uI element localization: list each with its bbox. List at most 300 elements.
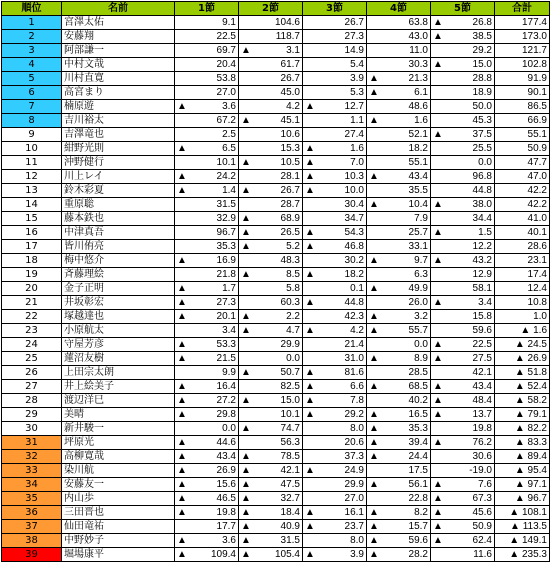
- score-value: 10.0: [344, 185, 364, 196]
- player-name-cell: 内山歩: [62, 492, 175, 506]
- player-name-cell: 仙田竜祐: [62, 520, 175, 534]
- player-name-cell: 塚越達也: [62, 310, 175, 324]
- score-value: 17.5: [408, 465, 428, 476]
- score-value: 15.8: [472, 311, 492, 322]
- session-4-score-cell: [367, 534, 431, 548]
- rank-cell: 30: [2, 422, 62, 436]
- player-name-cell: 宮澤太佑: [62, 16, 175, 30]
- negative-marker: ▲: [433, 395, 443, 406]
- session-4-score-cell: [367, 478, 431, 492]
- score-value: 3.1: [286, 45, 300, 56]
- table-row: [2, 212, 550, 226]
- score-value: 28.1: [280, 171, 300, 182]
- negative-marker: ▲: [177, 507, 187, 518]
- session-2-score-cell: [239, 478, 303, 492]
- score-value: 0.0: [478, 157, 492, 168]
- session-2-score-cell: [239, 114, 303, 128]
- score-value: 18.2: [408, 143, 428, 154]
- negative-marker: ▲: [433, 199, 443, 210]
- total-cell: 42.2: [495, 198, 550, 212]
- session-5-score-cell: [431, 170, 495, 184]
- score-value: 44.8: [344, 297, 364, 308]
- score-value: 8.9: [414, 353, 428, 364]
- session-5-score-cell: [431, 450, 495, 464]
- total-cell: 17.4: [495, 268, 550, 282]
- rank-cell: 35: [2, 492, 62, 506]
- session-2-score-cell: [239, 58, 303, 72]
- score-value: 45.6: [472, 507, 492, 518]
- table-row: [2, 450, 550, 464]
- score-value: 29.8: [216, 409, 236, 420]
- score-value: 60.3: [280, 297, 300, 308]
- score-value: 21.3: [408, 73, 428, 84]
- rank-cell: 19: [2, 268, 62, 282]
- negative-marker: ▲: [177, 479, 187, 490]
- session-5-score-cell: [431, 58, 495, 72]
- rank-cell: 13: [2, 184, 62, 198]
- session-1-score-cell: [175, 100, 239, 114]
- score-value: 29.9: [344, 479, 364, 490]
- negative-marker: ▲: [433, 297, 443, 308]
- session-3-score-cell: [303, 212, 367, 226]
- session-2-score-cell: [239, 16, 303, 30]
- session-1-score-cell: [175, 366, 239, 380]
- negative-marker: ▲: [433, 535, 443, 546]
- session-1-score-cell: [175, 394, 239, 408]
- score-value: 16.5: [408, 409, 428, 420]
- score-value: 42.1: [280, 465, 300, 476]
- session-1-score-cell: [175, 492, 239, 506]
- negative-marker: ▲: [177, 437, 187, 448]
- score-value: 10.4: [408, 199, 428, 210]
- score-value: 1.7: [222, 283, 236, 294]
- table-row: [2, 352, 550, 366]
- score-value: 22.5: [472, 339, 492, 350]
- session-5-score-cell: [431, 520, 495, 534]
- rank-cell: 27: [2, 380, 62, 394]
- player-name-cell: 楠原遊: [62, 100, 175, 114]
- rank-cell: 4: [2, 58, 62, 72]
- score-value: 10.5: [280, 157, 300, 168]
- session-4-score-cell: [367, 380, 431, 394]
- score-value: 50.0: [472, 101, 492, 112]
- rank-cell: 33: [2, 464, 62, 478]
- session-3-score-cell: [303, 240, 367, 254]
- session-5-score-cell: [431, 408, 495, 422]
- session-5-score-cell: [431, 492, 495, 506]
- player-name-cell: 金子正明: [62, 282, 175, 296]
- score-value: 55.7: [408, 325, 428, 336]
- session-5-score-cell: [431, 366, 495, 380]
- session-1-score-cell: [175, 520, 239, 534]
- score-value: 28.8: [472, 73, 492, 84]
- total-cell: 23.1: [495, 254, 550, 268]
- session-2-score-cell: [239, 422, 303, 436]
- session-4-score-cell: [367, 338, 431, 352]
- score-value: 20.6: [344, 437, 364, 448]
- total-cell: ▲ 79.1: [495, 408, 550, 422]
- score-value: 24.9: [344, 465, 364, 476]
- negative-marker: ▲: [433, 17, 443, 28]
- session-1-score-cell: [175, 338, 239, 352]
- score-value: 50.7: [280, 367, 300, 378]
- total-cell: ▲ 89.4: [495, 450, 550, 464]
- session-1-score-cell: [175, 240, 239, 254]
- session-4-score-cell: [367, 408, 431, 422]
- session-1-score-cell: [175, 226, 239, 240]
- score-value: 15.0: [472, 59, 492, 70]
- negative-marker: ▲: [177, 185, 187, 196]
- score-value: 54.3: [344, 227, 364, 238]
- session-2-score-cell: [239, 352, 303, 366]
- total-cell: 91.9: [495, 72, 550, 86]
- rank-cell: 22: [2, 310, 62, 324]
- rank-cell: 6: [2, 86, 62, 100]
- score-value: 29.2: [472, 45, 492, 56]
- negative-marker: ▲: [241, 45, 251, 56]
- total-cell: ▲ 82.2: [495, 422, 550, 436]
- negative-marker: ▲: [241, 269, 251, 280]
- score-value: 22.5: [216, 31, 236, 42]
- negative-marker: ▲: [241, 507, 251, 518]
- negative-marker: ▲: [177, 465, 187, 476]
- negative-marker: ▲: [305, 171, 315, 182]
- score-value: 3.6: [222, 535, 236, 546]
- negative-marker: ▲: [241, 479, 251, 490]
- rank-cell: 29: [2, 408, 62, 422]
- session-4-score-cell: [367, 506, 431, 520]
- score-value: 82.5: [280, 381, 300, 392]
- player-name-cell: 中村文哉: [62, 58, 175, 72]
- negative-marker: ▲: [369, 521, 379, 532]
- session-2-score-cell: [239, 184, 303, 198]
- player-name-cell: 蓮沼友樹: [62, 352, 175, 366]
- score-value: 43.4: [472, 381, 492, 392]
- player-name-cell: 渡辺洋巳: [62, 394, 175, 408]
- negative-marker: ▲: [369, 325, 379, 336]
- rank-cell: 8: [2, 114, 62, 128]
- player-name-cell: 川上レイ: [62, 170, 175, 184]
- session-4-score-cell: [367, 282, 431, 296]
- negative-marker: ▲: [241, 423, 251, 434]
- rank-cell: 28: [2, 394, 62, 408]
- session-1-score-cell: [175, 198, 239, 212]
- session-5-score-cell: [431, 226, 495, 240]
- session-2-score-cell: [239, 198, 303, 212]
- session-5-score-cell: [431, 478, 495, 492]
- negative-marker: ▲: [433, 521, 443, 532]
- rank-cell: 18: [2, 254, 62, 268]
- session-3-score-cell: [303, 492, 367, 506]
- table-body: [2, 16, 550, 562]
- negative-marker: ▲: [369, 507, 379, 518]
- score-value: 26.0: [408, 297, 428, 308]
- table-row: [2, 282, 550, 296]
- session-4-score-cell: [367, 310, 431, 324]
- rank-cell: 32: [2, 450, 62, 464]
- session-5-score-cell: [431, 184, 495, 198]
- session-3-score-cell: [303, 464, 367, 478]
- session-2-score-cell: [239, 72, 303, 86]
- session-1-score-cell: [175, 170, 239, 184]
- rank-cell: 3: [2, 44, 62, 58]
- negative-marker: ▲: [241, 325, 251, 336]
- session-3-score-cell: [303, 310, 367, 324]
- score-value: 28.2: [408, 549, 428, 560]
- negative-marker: ▲: [305, 521, 315, 532]
- score-value: 3.6: [222, 101, 236, 112]
- score-value: 12.7: [344, 101, 364, 112]
- rank-cell: 10: [2, 142, 62, 156]
- session-4-score-cell: [367, 254, 431, 268]
- score-value: 44.6: [216, 437, 236, 448]
- score-value: 50.9: [472, 521, 492, 532]
- negative-marker: ▲: [305, 549, 315, 560]
- session-2-score-cell: [239, 142, 303, 156]
- negative-marker: ▲: [305, 297, 315, 308]
- session-5-score-cell: [431, 534, 495, 548]
- negative-marker: ▲: [241, 493, 251, 504]
- score-value: 27.3: [344, 31, 364, 42]
- table-row: [2, 464, 550, 478]
- session-4-score-cell: [367, 58, 431, 72]
- score-value: 4.7: [286, 325, 300, 336]
- session-1-score-cell: [175, 324, 239, 338]
- negative-marker: ▲: [369, 87, 379, 98]
- negative-marker: ▲: [433, 507, 443, 518]
- total-cell: ▲ 97.1: [495, 478, 550, 492]
- session-1-score-cell: [175, 142, 239, 156]
- session-2-score-cell: [239, 100, 303, 114]
- session-5-score-cell: [431, 100, 495, 114]
- session-3-score-cell: [303, 156, 367, 170]
- rank-cell: 9: [2, 128, 62, 142]
- score-value: -19.0: [469, 465, 492, 476]
- session-1-score-cell: [175, 380, 239, 394]
- table-row: [2, 478, 550, 492]
- negative-marker: ▲: [241, 311, 251, 322]
- session-3-score-cell: [303, 58, 367, 72]
- total-cell: 12.4: [495, 282, 550, 296]
- session-4-score-cell: [367, 44, 431, 58]
- negative-marker: ▲: [369, 451, 379, 462]
- total-cell: ▲ 108.1: [495, 506, 550, 520]
- score-value: 26.7: [280, 73, 300, 84]
- score-value: 3.9: [350, 549, 364, 560]
- player-name-cell: 川村直寛: [62, 72, 175, 86]
- score-value: 96.8: [472, 171, 492, 182]
- negative-marker: ▲: [241, 115, 251, 126]
- score-value: 45.3: [472, 115, 492, 126]
- score-value: 0.1: [350, 283, 364, 294]
- score-value: 35.3: [216, 241, 236, 252]
- total-cell: 42.2: [495, 184, 550, 198]
- score-value: 5.8: [286, 283, 300, 294]
- session-3-score-cell: [303, 142, 367, 156]
- session-3-score-cell: [303, 128, 367, 142]
- score-value: 4.2: [286, 101, 300, 112]
- session-3-score-cell: [303, 254, 367, 268]
- rank-cell: 36: [2, 506, 62, 520]
- player-name-cell: 皆川侑亮: [62, 240, 175, 254]
- negative-marker: ▲: [369, 549, 379, 560]
- score-value: 63.8: [408, 17, 428, 28]
- session-2-score-cell: [239, 240, 303, 254]
- session-2-score-cell: [239, 86, 303, 100]
- session-1-score-cell: [175, 254, 239, 268]
- session-5-score-cell: [431, 72, 495, 86]
- score-value: 78.5: [280, 451, 300, 462]
- player-name-cell: 染川航: [62, 464, 175, 478]
- negative-marker: ▲: [305, 101, 315, 112]
- session-1-score-cell: [175, 16, 239, 30]
- score-value: 27.5: [472, 353, 492, 364]
- negative-marker: ▲: [305, 367, 315, 378]
- session-5-score-cell: [431, 464, 495, 478]
- negative-marker: ▲: [177, 101, 187, 112]
- score-value: 7.6: [478, 479, 492, 490]
- score-value: 29.2: [344, 409, 364, 420]
- session-2-score-cell: [239, 520, 303, 534]
- total-cell: 102.8: [495, 58, 550, 72]
- score-value: 1.5: [478, 227, 492, 238]
- player-name-cell: 坪原光: [62, 436, 175, 450]
- table-row: [2, 506, 550, 520]
- rank-cell: 5: [2, 72, 62, 86]
- negative-marker: ▲: [177, 535, 187, 546]
- player-name-cell: 安藤友一: [62, 478, 175, 492]
- player-name-cell: 重原聡: [62, 198, 175, 212]
- rank-cell: 1: [2, 16, 62, 30]
- session-5-score-cell: [431, 114, 495, 128]
- session-2-score-cell: [239, 394, 303, 408]
- player-name-cell: 高宮まり: [62, 86, 175, 100]
- score-value: 81.6: [344, 367, 364, 378]
- session-5-score-cell: [431, 324, 495, 338]
- negative-marker: ▲: [305, 381, 315, 392]
- score-value: 45.0: [280, 87, 300, 98]
- score-value: 39.4: [408, 437, 428, 448]
- session-2-score-cell: [239, 492, 303, 506]
- header-session-2: 2節: [239, 2, 303, 16]
- score-value: 6.6: [350, 381, 364, 392]
- negative-marker: ▲: [177, 283, 187, 294]
- session-1-score-cell: [175, 156, 239, 170]
- negative-marker: ▲: [241, 395, 251, 406]
- session-2-score-cell: [239, 338, 303, 352]
- table-row: [2, 338, 550, 352]
- standings-table: [1, 1, 550, 562]
- score-value: 61.7: [280, 59, 300, 70]
- player-name-cell: 井上絵美子: [62, 380, 175, 394]
- session-3-score-cell: [303, 506, 367, 520]
- negative-marker: ▲: [305, 465, 315, 476]
- player-name-cell: 高柳寛哉: [62, 450, 175, 464]
- session-2-score-cell: [239, 366, 303, 380]
- score-value: 16.4: [216, 381, 236, 392]
- player-name-cell: 梅中悠介: [62, 254, 175, 268]
- player-name-cell: 吉澤竜也: [62, 128, 175, 142]
- session-4-score-cell: [367, 128, 431, 142]
- rank-cell: 23: [2, 324, 62, 338]
- score-value: 12.9: [472, 269, 492, 280]
- table-row: [2, 408, 550, 422]
- score-value: 45.1: [280, 115, 300, 126]
- session-5-score-cell: [431, 44, 495, 58]
- total-cell: 177.4: [495, 16, 550, 30]
- session-2-score-cell: [239, 534, 303, 548]
- score-value: 6.3: [414, 269, 428, 280]
- score-value: 30.4: [344, 199, 364, 210]
- score-value: 0.0: [286, 353, 300, 364]
- score-value: 7.0: [350, 157, 364, 168]
- session-2-score-cell: [239, 254, 303, 268]
- session-4-score-cell: [367, 100, 431, 114]
- score-value: 69.7: [216, 45, 236, 56]
- negative-marker: ▲: [305, 507, 315, 518]
- score-value: 31.0: [344, 353, 364, 364]
- total-cell: 86.5: [495, 100, 550, 114]
- negative-marker: ▲: [369, 171, 379, 182]
- session-4-score-cell: [367, 30, 431, 44]
- table-row: [2, 58, 550, 72]
- session-1-score-cell: [175, 58, 239, 72]
- score-value: 118.7: [275, 31, 300, 42]
- negative-marker: ▲: [433, 31, 443, 42]
- score-value: 5.2: [286, 241, 300, 252]
- session-1-score-cell: [175, 436, 239, 450]
- session-3-score-cell: [303, 44, 367, 58]
- negative-marker: ▲: [177, 549, 187, 560]
- session-3-score-cell: [303, 380, 367, 394]
- score-value: 55.1: [408, 157, 428, 168]
- session-3-score-cell: [303, 100, 367, 114]
- score-value: 27.0: [216, 87, 236, 98]
- negative-marker: ▲: [433, 381, 443, 392]
- score-value: 30.2: [344, 255, 364, 266]
- session-2-score-cell: [239, 268, 303, 282]
- score-value: 9.7: [414, 255, 428, 266]
- total-cell: 47.0: [495, 170, 550, 184]
- score-value: 109.4: [210, 549, 236, 560]
- player-name-cell: 吉川裕太: [62, 114, 175, 128]
- session-3-score-cell: [303, 170, 367, 184]
- score-value: 52.1: [408, 129, 428, 140]
- score-value: 15.6: [216, 479, 236, 490]
- player-name-cell: 井坂彰宏: [62, 296, 175, 310]
- total-cell: 10.8: [495, 296, 550, 310]
- score-value: 34.7: [344, 213, 364, 224]
- table-row: [2, 254, 550, 268]
- total-cell: 41.0: [495, 212, 550, 226]
- negative-marker: ▲: [241, 451, 251, 462]
- score-value: 40.2: [408, 395, 428, 406]
- score-value: 32.9: [216, 213, 236, 224]
- rank-cell: 11: [2, 156, 62, 170]
- score-value: 10.1: [280, 409, 300, 420]
- negative-marker: ▲: [433, 227, 443, 238]
- session-1-score-cell: [175, 478, 239, 492]
- table-row: [2, 184, 550, 198]
- session-5-score-cell: [431, 352, 495, 366]
- negative-marker: ▲: [369, 381, 379, 392]
- negative-marker: ▲: [433, 339, 443, 350]
- score-value: 9.9: [222, 367, 236, 378]
- total-cell: 40.1: [495, 226, 550, 240]
- session-3-score-cell: [303, 338, 367, 352]
- session-5-score-cell: [431, 254, 495, 268]
- score-value: 3.4: [478, 297, 492, 308]
